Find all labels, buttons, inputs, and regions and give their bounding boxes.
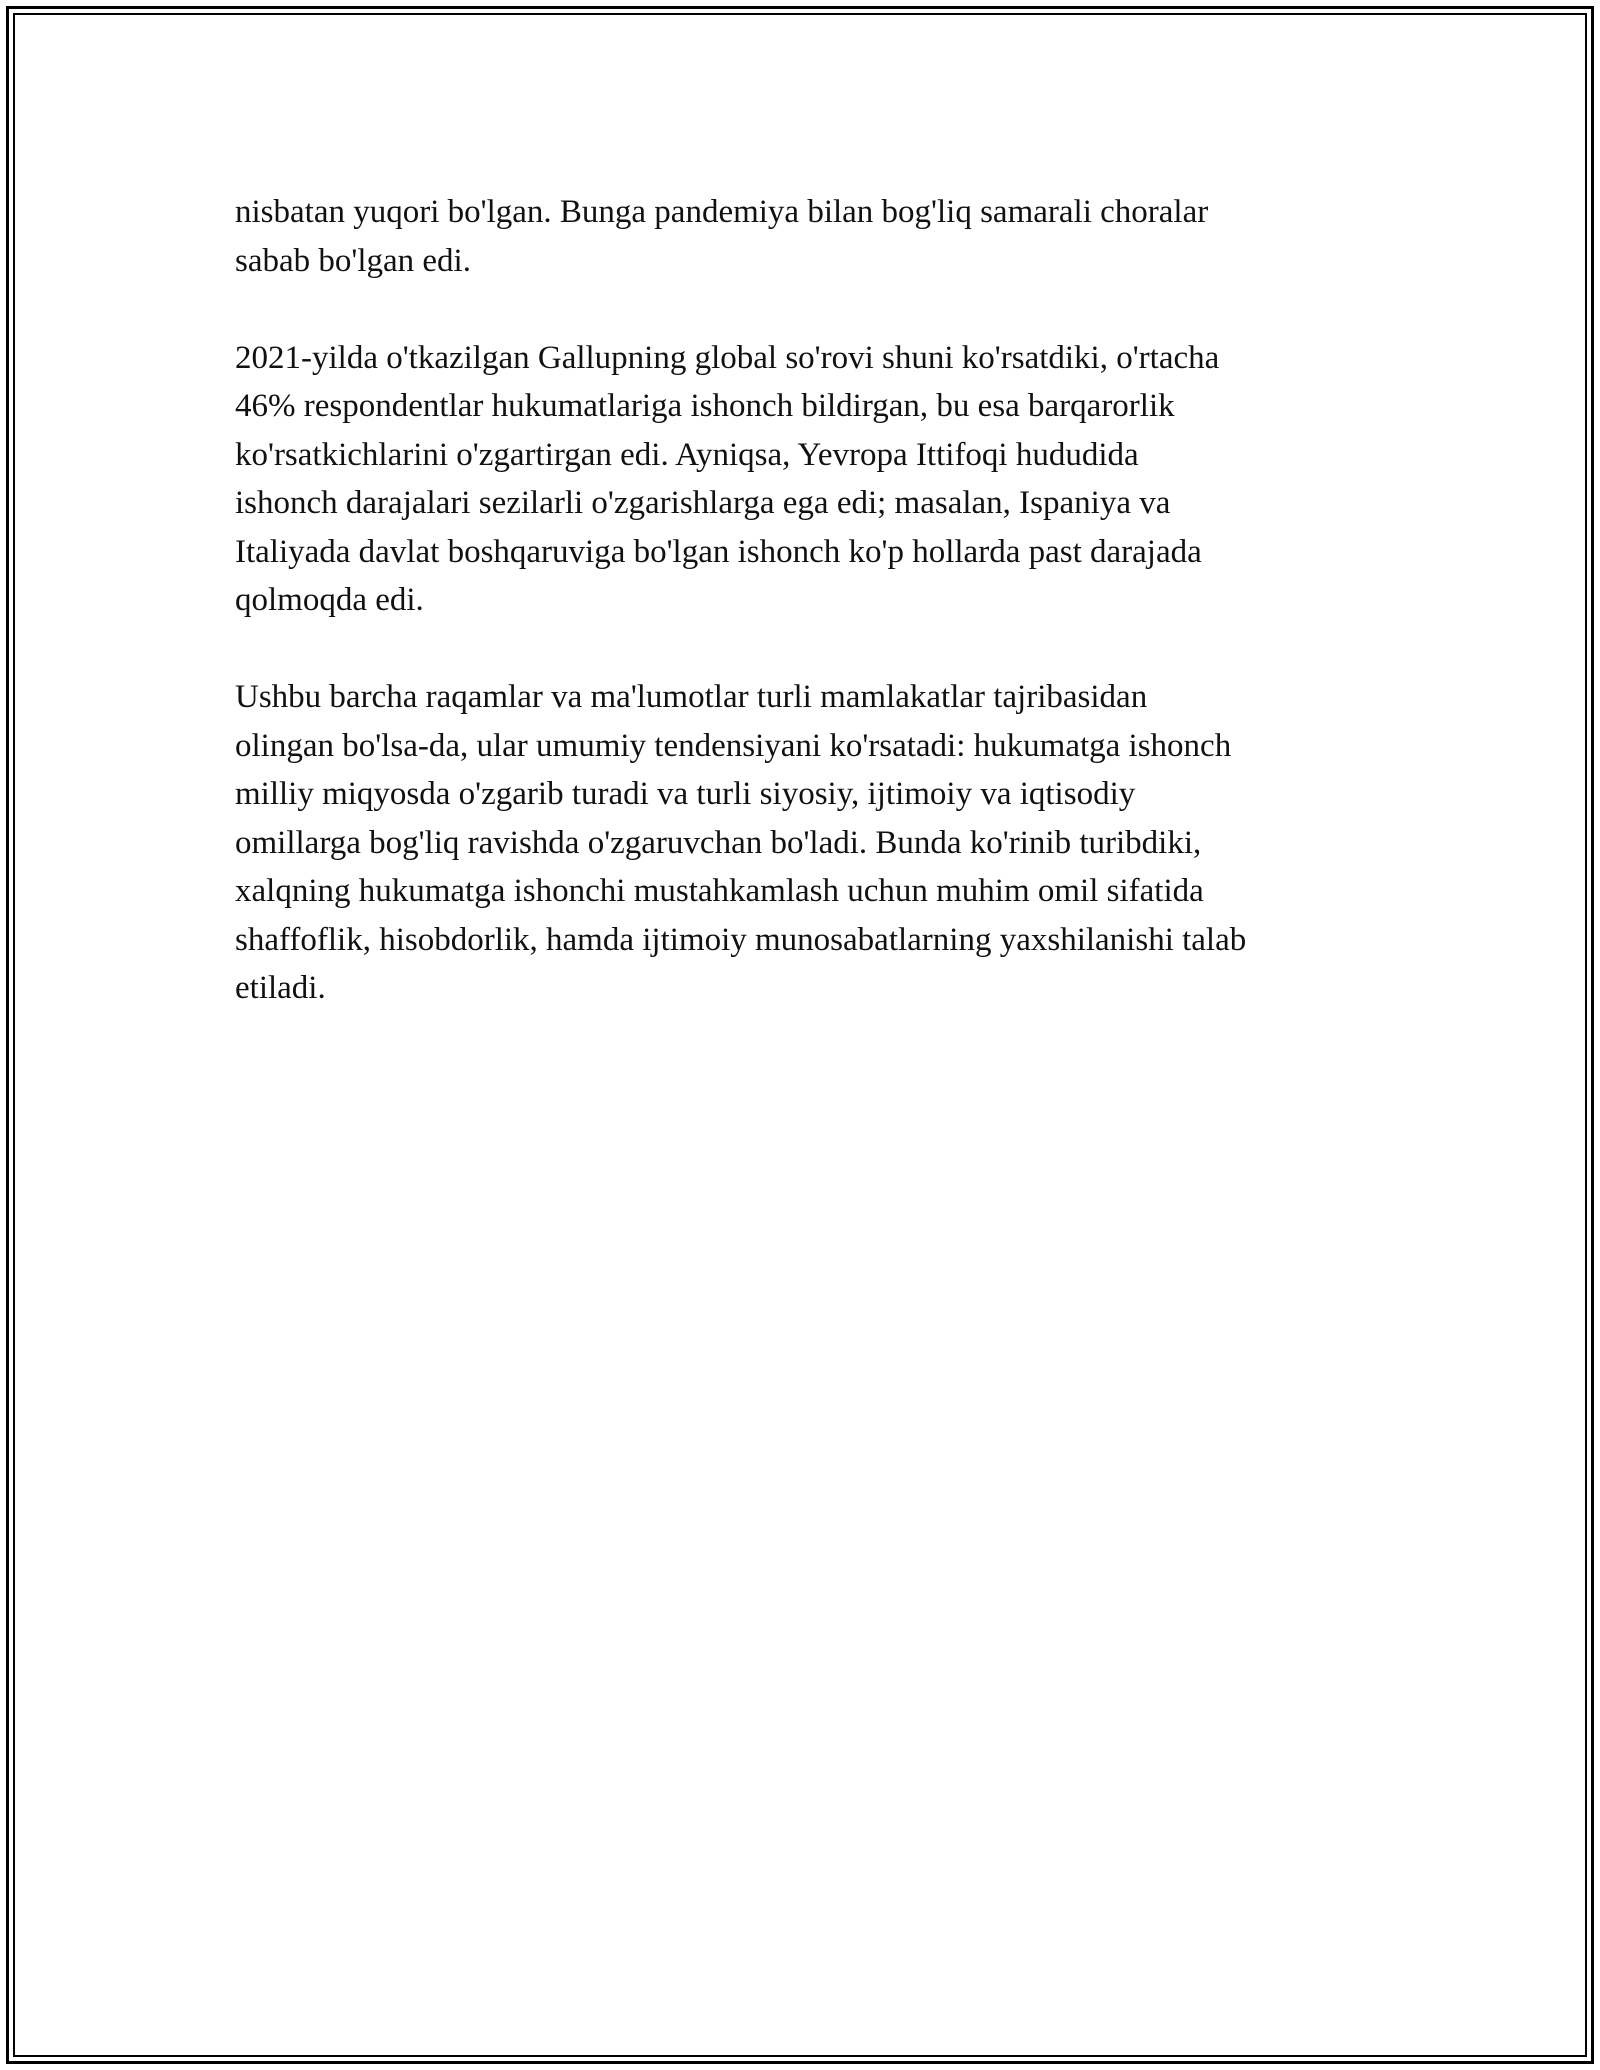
paragraph-3: Ushbu barcha raqamlar va ma'lumotlar turli mamlakatlar tajribasidan olingan bo'lsa-da, ular umumiy tendensiyani ko'rsatadi: hukumatga ishonch milliy miqyosda o'zgarib turadi va turli siyosiy, ijtimoiy va iqtisodiy omillarga bog'liq ravishda o'zgaruvchan bo'ladi. Bunda ko'rinib turibdiki, xalqning hukumatga ishonchi mustahkamlash uchun muhim omil sifatida shaffoflik, hisobdorlik, hamda ijtimoiy munosabatlarning yaxshilanishi talab etiladi. bbox=[235, 679, 1247, 1006]
paragraph-2: 2021-yilda o'tkazilgan Gallupning global so'rovi shuni ko'rsatdiki, o'rtacha 46% respondentlar hukumatlariga ishonch bildirgan, bu esa barqarorlik ko'rsatkichlarini o'zgartirgan edi. Ayniqsa, Yevropa Ittifoqi hududida ishonch darajalari sezilarli o'zgarishlarga ega edi; masalan, Ispaniya va Italiyada davlat boshqaruviga bo'lgan ishonch ko'p hollarda past darajada qolmoqda edi. bbox=[235, 339, 1220, 618]
paragraph-1: nisbatan yuqori bo'lgan. Bunga pandemiya bilan bog'liq samarali choralar sabab bo'lgan edi. bbox=[235, 194, 1209, 279]
document-body bbox=[235, 188, 1385, 1013]
